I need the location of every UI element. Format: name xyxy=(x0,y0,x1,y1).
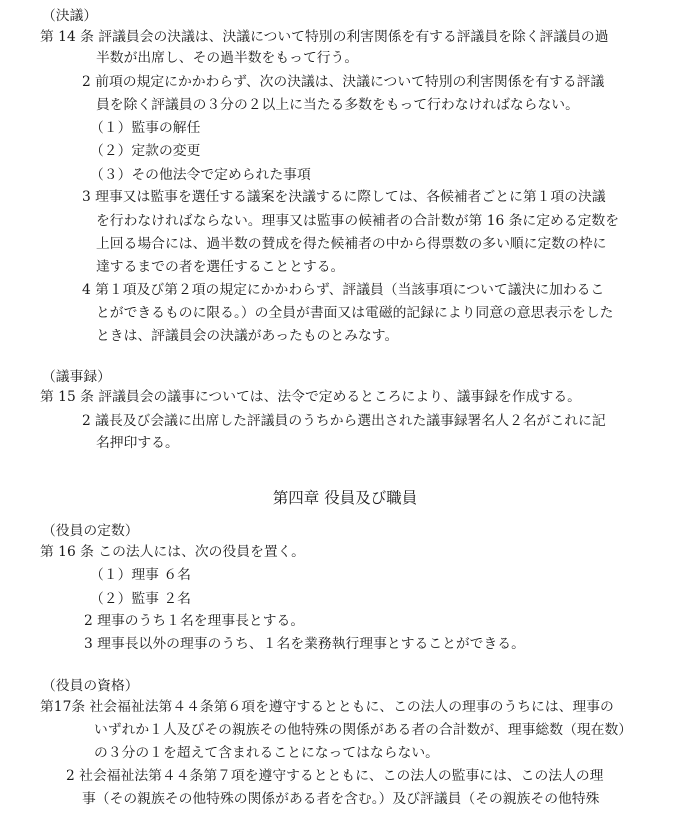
article-14-para4-line-2: とができるものに限る。）の全員が書面又は電磁的記録により同意の意思表示をした xyxy=(96,305,614,321)
article-14-para3-line-1: 3 理事又は監事を選任する議案を決議するに際しては、各候補者ごとに第１項の決議 xyxy=(82,189,606,205)
caption-officer-count: （役員の定数） xyxy=(42,523,139,539)
article-16-line-1: 第 16 条 この法人には、次の役員を置く。 xyxy=(40,544,305,560)
article-14-item-1: （１）監事の解任 xyxy=(90,120,201,136)
article-15-para2-line-1: 2 議長及び会議に出席した評議員のうちから選出された議事録署名人２名がこれに記 xyxy=(82,413,606,429)
article-15-line-1: 第 15 条 評議員会の議事については、法令で定めるところにより、議事録を作成する。 xyxy=(40,389,581,405)
article-17-para2-line-2: 事（その親族その他特殊の関係がある者を含む。）及び評議員（その親族その他特殊 xyxy=(82,791,600,807)
article-16-para3: 3 理事長以外の理事のうち、１名を業務執行理事とすることができる。 xyxy=(84,636,525,652)
article-14-para3-line-3: 上回る場合には、過半数の賛成を得た候補者の中から得票数の多い順に定数の枠に xyxy=(96,236,607,252)
article-14-para2-line-1: 2 前項の規定にかかわらず、次の決議は、決議について特別の利害関係を有する評議 xyxy=(82,74,605,90)
article-16-para2: 2 理事のうち１名を理事長とする。 xyxy=(84,613,305,629)
article-14-line-2: 半数が出席し、その過半数をもって行う。 xyxy=(96,50,359,66)
article-14-item-2: （２）定款の変更 xyxy=(90,143,201,159)
article-14-para3-line-4: 達するまでの者を選任することとする。 xyxy=(96,259,345,275)
article-17-line-1: 第17条 社会福祉法第４４条第６項を遵守するとともに、この法人の理事のうちには、理事の xyxy=(40,699,614,715)
caption-officer-qualification: （役員の資格） xyxy=(42,678,139,694)
article-16-item-2: （２）監事 ２名 xyxy=(90,591,191,607)
article-14-para2-line-2: 員を除く評議員の３分の２以上に当たる多数をもって行わなければならない。 xyxy=(96,97,579,113)
caption-decision: （決議） xyxy=(42,8,98,24)
article-14-para3-line-2: を行わなければならない。理事又は監事の候補者の合計数が第 16 条に定める定数を xyxy=(96,213,620,229)
chapter-heading: 第四章 役員及び職員 xyxy=(272,489,418,507)
article-17-line-2: いずれか１人及びその親族その他特殊の関係がある者の合計数が、理事総数（現在数） xyxy=(94,722,633,738)
caption-minutes: （議事録） xyxy=(42,369,111,385)
article-14-para4-line-3: ときは、評議員会の決議があったものとみなす。 xyxy=(96,328,399,344)
article-17-para2-line-1: 2 社会福祉法第４４条第７項を遵守するとともに、この法人の監事には、この法人の理 xyxy=(66,768,604,784)
article-14-para4-line-1: 4 第１項及び第２項の規定にかかわらず、評議員（当該事項について議決に加わるこ xyxy=(82,282,605,298)
article-14-line-1: 第 14 条 評議員会の決議は、決議について特別の利害関係を有する評議員を除く評議員の過 xyxy=(40,29,609,45)
article-15-para2-line-2: 名押印する。 xyxy=(96,435,179,451)
article-16-item-1: （１）理事 ６名 xyxy=(90,567,191,583)
article-14-item-3: （３）その他法令で定められた事項 xyxy=(90,167,311,183)
article-17-line-3: の３分の１を超えて含まれることになってはならない。 xyxy=(94,745,439,761)
